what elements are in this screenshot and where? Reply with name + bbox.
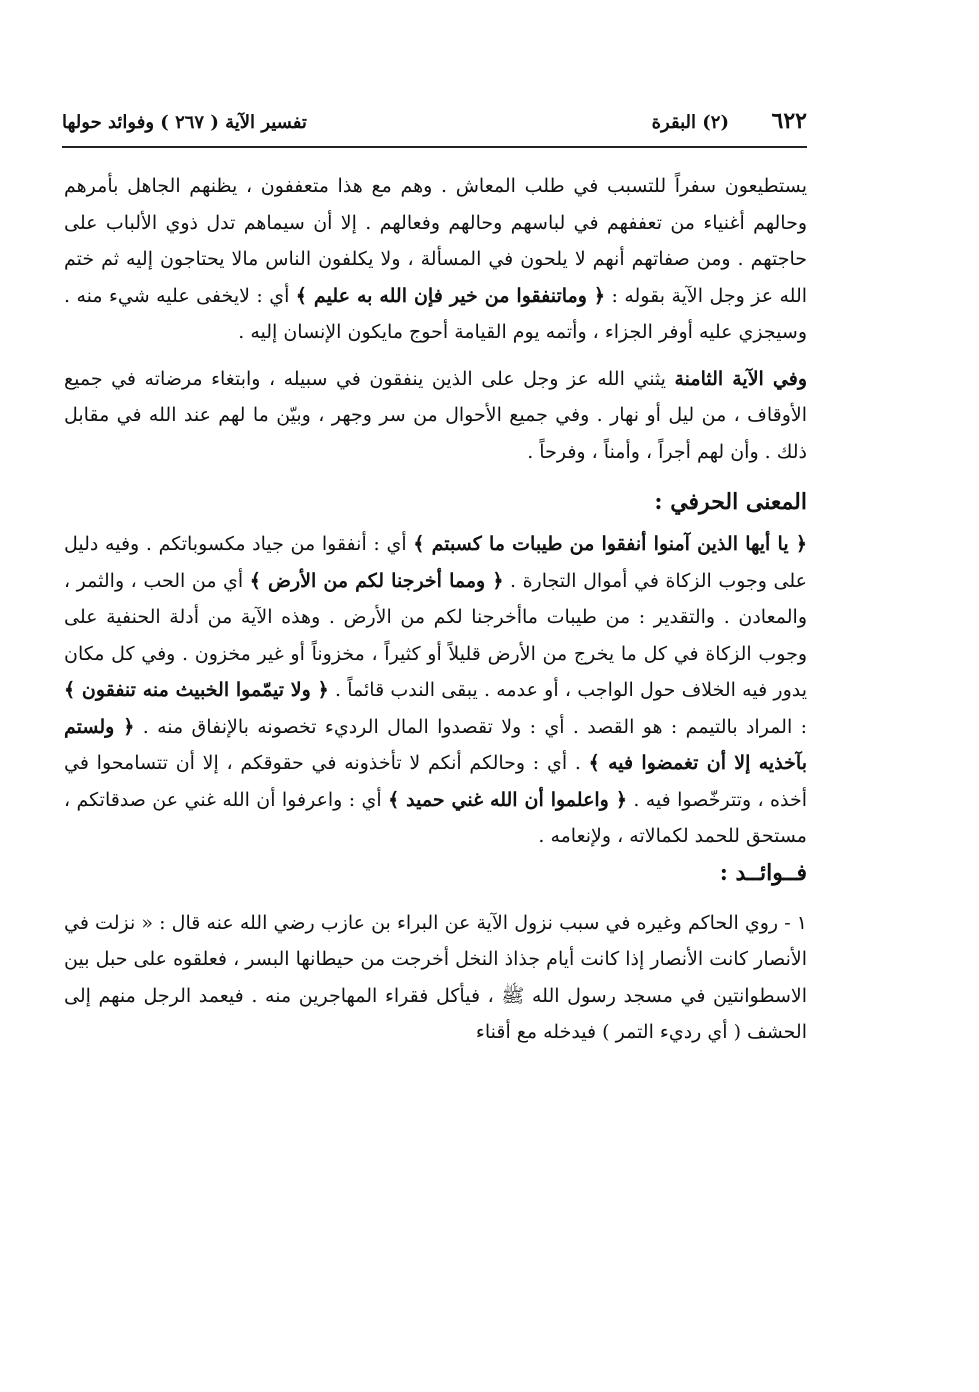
chapter-title: (٢) البقرة [651, 112, 729, 133]
page-header [62, 108, 807, 148]
quran-verse: ﴿ وماتنفقوا من خير فإن الله به عليم ﴾ [295, 284, 606, 307]
text-segment: يستطيعون سفراً للتسبب في طلب المعاش . وهم مع هذا متعففون ، يظنهم الجاهل بأمرهم وحالهم أغنياء من تعففهم في لباسهم وحالهم وفعالهم . إلا أن سيماهم تدل ذوي الألباب على حاجتهم . ومن صفاتهم أنهم لا يلحون في المسألة ، ولا يكلفون الناس مالا يحتاجون إليه ثم ختم الله عز وجل الآية بقوله : [64, 175, 808, 307]
paragraph-2 [64, 361, 807, 471]
quran-verse: ﴿ ولستم بآخذيه إلا أن تغمضوا فيه ﴾ [64, 715, 807, 774]
quran-verse: ﴿ ومما أخرجنا لكم من الأرض ﴾ [249, 569, 504, 592]
heading-literal-meaning: المعنى الحرفي : [654, 489, 807, 515]
section-lead: وفي الآية الثامنة [674, 367, 808, 390]
quran-verse: ﴿ يا أيها الذين آمنوا أنفقوا من طيبات ما كسبتم ﴾ [413, 533, 807, 555]
text-segment: ١ - روي الحاكم وغيره في سبب نزول الآية عن البراء بن عازب رضي الله عنه قال : « نزلت في الأنصار كانت الأنصار إذا كانت أيام جذاذ النخل أخرجت من حيطانها البسر ، فعلقوه على حبل بين الاسطوانتين في مسجد رسول الله ﷺ ، فيأكل فقراء المهاجرين منه . فيعمد الرجل منهم إلى الحشف ( أي رديء التمر ) فيدخله مع أقناء [64, 911, 807, 1043]
paragraph-4 [64, 905, 807, 1051]
page-number: ٦٢٢ [771, 108, 807, 134]
text-segment: أي : لايخفى عليه شيء منه . وسيجزي عليه أوفر الجزاء ، وأتمه يوم القيامة أحوج مايكون الإنسان إليه . [64, 284, 807, 343]
text-segment: . أي : وحالكم أنكم لا تأخذونه في حقوقكم ، إلا أن تتسامحوا في أخذه ، وتترخّصوا فيه . [64, 752, 807, 811]
quran-verse: ﴿ ولا تيمّموا الخبيث منه تنفقون ﴾ [64, 679, 329, 701]
text-segment: أي : أنفقوا من جياد مكسوباتكم . وفيه دليل على وجوب الزكاة في أموال التجارة . [64, 533, 807, 592]
running-title: تفسير الآية ( ٢٦٧ ) وفوائد حولها [62, 112, 307, 133]
paragraph-1 [64, 168, 807, 351]
heading-benefits: فــوائــد : [719, 859, 807, 886]
text-segment: أي : واعرفوا أن الله غني عن صدقاتكم ، مستحق للحمد لكمالاته ، ولإنعامه . [64, 788, 807, 847]
text-segment: أي من الحب ، والثمر ، والمعادن . والتقدير : من طيبات ماأخرجنا لكم من الأرض . وهذه الآية من أدلة الحنفية على وجوب الزكاة في كل ما يخرج من الأرض قليلاً أو كثيراً ، مخزوناً أو غير مخزون . وفي كل مكان يدور فيه الخلاف حول الواجب ، أو عدمه . يبقى الندب قائماً . [64, 569, 808, 701]
quran-verse: ﴿ واعلموا أن الله غني حميد ﴾ [388, 788, 627, 811]
text-segment: يثني الله عز وجل على الذين ينفقون في سبيله ، وابتغاء مرضاته في جميع الأوقاف ، من ليل أو نهار . وفي جميع الأحوال من سر وجهر ، وبيّن ما لهم عند الله في مقابل ذلك . وأن لهم أجراً ، وأمناً ، وفرحاً . [64, 367, 807, 463]
paragraph-3 [64, 526, 807, 855]
page-body [64, 168, 807, 1051]
text-segment: : المراد بالتيمم : هو القصد . أي : ولا تقصدوا المال الرديء تخصونه بالإنفاق منه . [134, 715, 807, 738]
